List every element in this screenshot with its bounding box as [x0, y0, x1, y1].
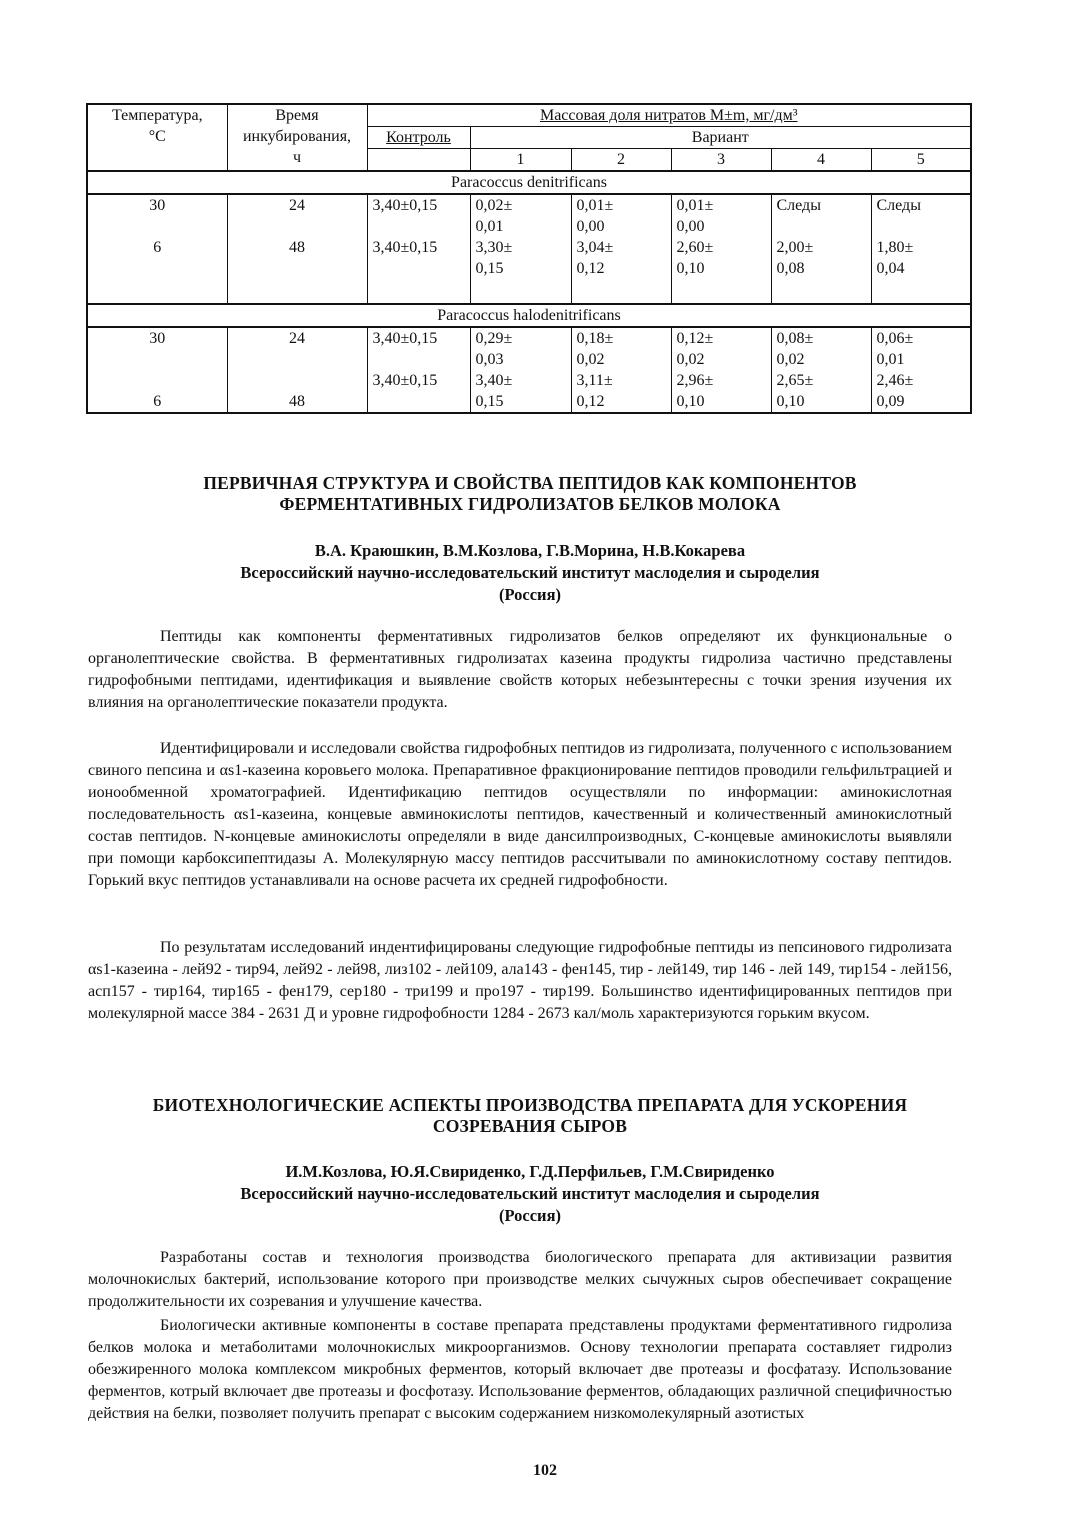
- article1-paragraph: Идентифицировали и исследовали свойства гидрофобных пептидов из гидролизата, полученного с использованием свиного пепсина и αs1-казеина коровьего молока. Препаративное фракционирование пептидов проводили гельфильтрацией и ионообменной хроматографией. Идентификацию пептидов осуществляли по информации: аминокислотная последовательность αs1-казеина, концевые авминокислоты пептидов, качественный и количественный аминокислотный состав пептидов. N-концевые аминокислоты определяли в виде дансилпроизводных, С-концевые аминокислоты выявляли при помощи карбоксипептидазы А. Молекулярную массу пептидов рассчитывали по аминокислотному составу пептидов. Горький вкус пептидов устанавливали на основе расчета их средней гидрофобности.: [88, 740, 952, 889]
- time-cell: 24 48: [227, 327, 367, 413]
- variant-number: 3: [671, 149, 771, 172]
- time-cell: 24 48: [227, 194, 367, 304]
- article1-title: ПЕРВИЧНАЯ СТРУКТУРА И СВОЙСТВА ПЕПТИДОВ КАК КОМПОНЕНТОВ ФЕРМЕНТАТИВНЫХ ГИДРОЛИЗАТОВ БЕЛКОВ МОЛОКА: [203, 473, 857, 514]
- variant-cell: 0,08± 0,02 2,65± 0,10: [771, 327, 871, 413]
- variant-cell: 0,18± 0,02 3,11± 0,12: [571, 327, 671, 413]
- variant-cell: Следы 1,80± 0,04: [871, 194, 971, 304]
- article1-institute: Всероссийский научно-исследовательский институт маслоделия и сыроделия: [240, 563, 820, 582]
- article2-authors: И.М.Козлова, Ю.Я.Свириденко, Г.Д.Перфильев, Г.М.Свириденко: [285, 1162, 775, 1181]
- control-cell: 3,40±0,15 3,40±0,15: [367, 194, 470, 304]
- header-mass-fraction: Массовая доля нитратов М±m, мг/дм³: [367, 104, 971, 127]
- page-number: 102: [533, 1462, 557, 1479]
- species-row: [87, 171, 971, 194]
- variant-number: 1: [470, 149, 571, 172]
- nitrate-table: [86, 103, 972, 414]
- header-control: Контроль: [367, 127, 470, 149]
- variant-number: 2: [571, 149, 671, 172]
- article1-country: (Россия): [499, 585, 561, 604]
- temp-cell: 30 6: [87, 327, 227, 413]
- table-row: [87, 194, 971, 304]
- species-row: [87, 304, 971, 327]
- article1-paragraph: По результатам исследований индентифицированы следующие гидрофобные пептиды из пепсинового гидролизата αs1-казеина - лей92 - тир94, лей92 - лей98, лиз102 - лей109, ала143 - фен145, тир - лей149, тир 146 - лей 149, тир154 - лей156, асп157 - тир164, тир165 - фен179, сер180 - три199 и про197 - тир199. Большинство идентифицированных пептидов при молекулярной массе 384 - 2631 Д и уровне гидрофобности 1284 - 2673 кал/моль характеризуются горьким вкусом.: [88, 939, 952, 1022]
- article1-paragraph: Пептиды как компоненты ферментативных гидролизатов белков определяют их функциональные о органолептические свойства. В ферментативных гидролизатах казеина продукты гидролиза частично представлены гидрофобными пептидами, идентификация и выявление свойств которых небезынтересны с точки зрения изучения их влияния на органолептические показатели продукта.: [88, 628, 952, 711]
- variant-cell: 0,29± 0,03 3,40± 0,15: [470, 327, 571, 413]
- control-cell: 3,40±0,15 3,40±0,15: [367, 327, 470, 413]
- variant-cell: 0,12± 0,02 2,96± 0,10: [671, 327, 771, 413]
- temp-cell: 30 6: [87, 194, 227, 304]
- species-label: Paracoccus halodenitrificans: [87, 304, 971, 327]
- variant-cell: 0,06± 0,01 2,46± 0,09: [871, 327, 971, 413]
- table-row: [87, 327, 971, 413]
- variant-cell: Следы 2,00± 0,08: [771, 194, 871, 304]
- header-variant: Вариант: [470, 127, 971, 149]
- species-label: Paracoccus denitrificans: [87, 171, 971, 194]
- article2-paragraph: Биологически активные компоненты в составе препарата представлены продуктами ферментативного гидролиза белков молока и метаболитами молочнокислых микроорганизмов. Основу технологии препарата составляет гидролиз обезжиренного молока комплексом микробных ферментов, который включает две протеазы и фосфатазу. Использование ферментов, котрый включает две протеазы и фосфотазу. Использование ферментов, обладающих различной специфичностью действия на белки, позволяет получить препарат с высоким содержанием низкомолекулярный азотистых: [88, 1317, 952, 1422]
- article1-authors: В.А. Краюшкин, В.М.Козлова, Г.В.Морина, Н.В.Кокарева: [314, 541, 746, 560]
- variant-cell: 0,01± 0,00 2,60± 0,10: [671, 194, 771, 304]
- article2-country: (Россия): [499, 1206, 561, 1225]
- header-time: Время инкубирования, ч: [227, 104, 367, 171]
- table-header-row: [87, 104, 971, 127]
- article2-institute: Всероссийский научно-исследовательский институт маслоделия и сыроделия: [240, 1184, 820, 1203]
- variant-cell: 0,02± 0,01 3,30± 0,15: [470, 194, 571, 304]
- article2-title: БИОТЕХНОЛОГИЧЕСКИЕ АСПЕКТЫ ПРОИЗВОДСТВА ПРЕПАРАТА ДЛЯ УСКОРЕНИЯ СОЗРЕВАНИЯ СЫРОВ: [152, 1095, 908, 1136]
- article2-paragraph: Разработаны состав и технология производства биологического препарата для активизации развития молочнокислых бактерий, использование которого при производстве мелких сычужных сыров обеспечивает сокращение продолжительности их созревания и улучшение качества.: [88, 1249, 952, 1310]
- header-temperature: Температура, °С: [87, 104, 227, 171]
- header-control-blank: [367, 149, 470, 172]
- variant-number: 4: [771, 149, 871, 172]
- variant-number: 5: [871, 149, 971, 172]
- variant-cell: 0,01± 0,00 3,04± 0,12: [571, 194, 671, 304]
